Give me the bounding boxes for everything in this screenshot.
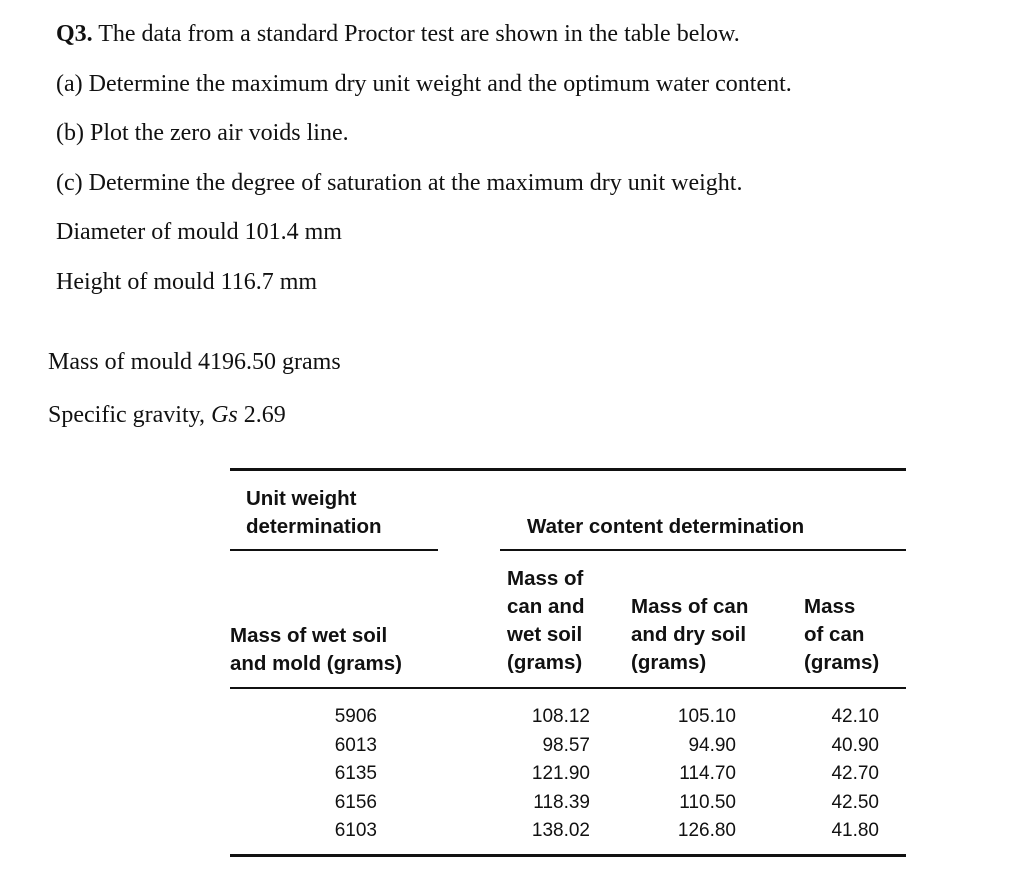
table-cell: 94.90 [688, 734, 736, 756]
table-cell: 114.70 [679, 763, 736, 784]
question-number: Q3. [56, 21, 93, 47]
table-top-rule [230, 468, 906, 471]
table-cell: 5906 [334, 706, 377, 727]
table-cell: 126.80 [677, 820, 736, 841]
table-cell: 42.50 [831, 791, 879, 813]
table-cell: 108.12 [531, 706, 590, 727]
table-column-can-dry-soil [650, 703, 736, 846]
part-c: (c) Determine the degree of saturation at the maximum dry unit weight. [56, 170, 743, 196]
column-header-wet-soil-mold: Mass of wet soil and mold (grams) [230, 624, 402, 675]
table-cell: 105.10 [677, 706, 736, 727]
gravity-value: 2.69 [237, 402, 286, 428]
table-cell: 118.39 [533, 791, 590, 813]
table-cell: 42.70 [831, 763, 879, 784]
mould-mass: Mass of mould 4196.50 grams [48, 349, 341, 375]
column-header-can-wet-soil: Mass of can and wet soil (grams) [507, 567, 585, 674]
table-cell: 121.90 [531, 763, 590, 784]
table-cell: 6156 [334, 791, 377, 813]
column-header-mass-of-can: Mass of can (grams) [804, 595, 880, 674]
header-bottom-rule [230, 687, 906, 689]
mould-diameter: Diameter of mould 101.4 mm [56, 219, 342, 245]
part-a: (a) Determine the maximum dry unit weight and the optimum water content. [56, 71, 792, 97]
table-cell: 6135 [334, 763, 377, 784]
table-cell: 6103 [334, 820, 377, 841]
table-cell: 110.50 [679, 791, 736, 813]
question-intro: The data from a standard Proctor test are shown in the table below. [92, 21, 740, 47]
unit-weight-underline [230, 549, 438, 551]
group-header-water-content: Water content determination [527, 515, 805, 538]
table-cell: 6013 [334, 734, 377, 756]
question-heading [56, 20, 740, 48]
table-cell: 40.90 [831, 734, 879, 756]
gravity-label: Specific gravity, [48, 402, 212, 428]
part-b: (b) Plot the zero air voids line. [56, 120, 349, 146]
water-content-underline [500, 549, 906, 551]
table-bottom-rule [230, 854, 906, 857]
mould-height: Height of mould 116.7 mm [56, 269, 318, 295]
table-cell: 42.10 [831, 706, 879, 727]
table-column-can-wet-soil [500, 703, 590, 846]
table-column-mass-of-can [806, 703, 879, 846]
specific-gravity [48, 401, 286, 429]
table-column-wet-soil-mold [230, 703, 377, 846]
column-header-can-dry-soil: Mass of can and dry soil (grams) [631, 595, 749, 674]
table-cell: 98.57 [542, 734, 590, 756]
table-cell: 138.02 [531, 820, 590, 841]
gravity-symbol: Gs [211, 402, 238, 428]
table-cell: 41.80 [831, 820, 879, 841]
group-header-unit-weight: Unit weight determination [246, 487, 382, 538]
proctor-data-table [230, 468, 906, 860]
